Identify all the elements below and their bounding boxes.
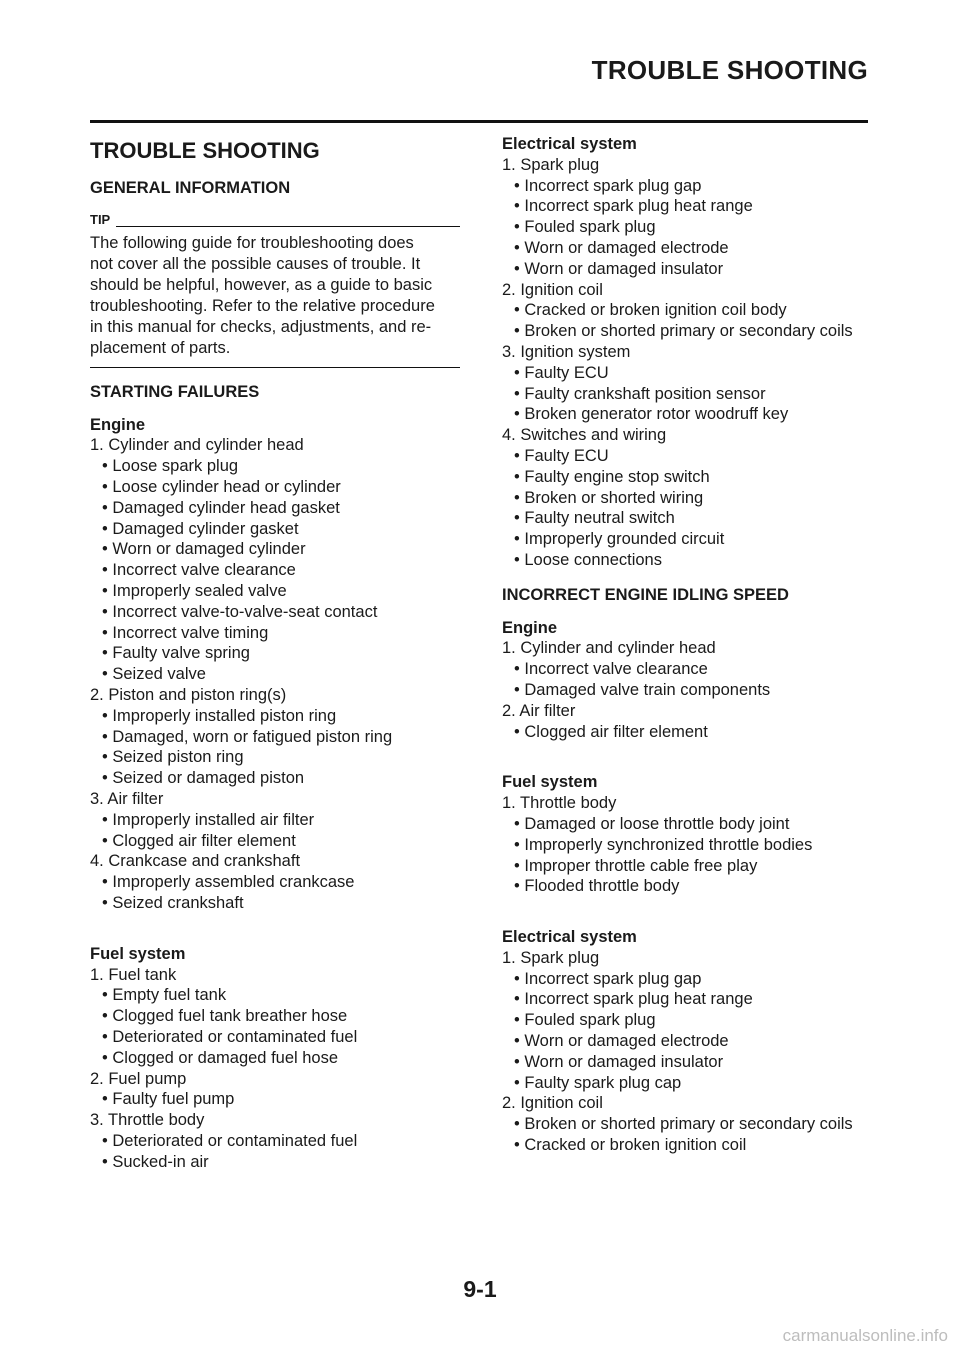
bullet-item: • Flooded throttle body (502, 876, 872, 897)
bullet-item: • Cracked or broken ignition coil (502, 1135, 872, 1156)
bullet-item: • Faulty crankshaft position sensor (502, 384, 872, 405)
numbered-item: 1. Cylinder and cylinder head (90, 436, 304, 455)
bullet-item: • Faulty fuel pump (90, 1089, 460, 1110)
starting-failures-lists (90, 415, 460, 1193)
starting-failures-heading: STARTING FAILURES (90, 382, 260, 401)
bullet-item: • Incorrect valve clearance (90, 560, 460, 581)
bullet-item: • Incorrect valve clearance (502, 659, 872, 680)
bullet-item: • Faulty spark plug cap (502, 1073, 872, 1094)
bullet-item: • Deteriorated or contaminated fuel (90, 1027, 460, 1048)
right-column (502, 134, 872, 1176)
bullet-item: • Worn or damaged electrode (502, 238, 872, 259)
bullet-item: • Improperly grounded circuit (502, 529, 872, 550)
bullet-item: • Incorrect valve-to-valve-seat contact (90, 602, 460, 623)
bullet-item: • Clogged fuel tank breather hose (90, 1006, 460, 1027)
numbered-item: 2. Fuel pump (90, 1069, 187, 1088)
bullet-item: • Improper throttle cable free play (502, 856, 872, 877)
bullet-item: • Clogged air filter element (502, 722, 872, 743)
bullet-item: • Damaged, worn or fatigued piston ring (90, 727, 460, 748)
tip-text (90, 233, 460, 368)
bullet-item: • Damaged or loose throttle body joint (502, 814, 872, 835)
category-heading: Electrical system (502, 928, 637, 947)
numbered-item: 3. Air filter (90, 789, 164, 808)
bullet-item: • Loose spark plug (90, 456, 460, 477)
bullet-item: • Worn or damaged insulator (502, 259, 872, 280)
numbered-item: 4. Crankcase and crankshaft (90, 852, 301, 871)
bullet-item: • Incorrect spark plug heat range (502, 989, 872, 1010)
tip-rule (116, 225, 460, 227)
tip-line: troubleshooting. Refer to the relative procedure (90, 296, 435, 315)
bullet-item: • Worn or damaged electrode (502, 1031, 872, 1052)
bullet-item: • Incorrect valve timing (90, 623, 460, 644)
category-heading: Fuel system (502, 773, 598, 792)
category-heading: Fuel system (90, 944, 186, 963)
numbered-item: 1. Throttle body (502, 794, 617, 813)
bullet-item: • Damaged cylinder head gasket (90, 498, 460, 519)
numbered-item: 1. Cylinder and cylinder head (502, 639, 716, 658)
tip-line: not cover all the possible causes of trouble. It (90, 254, 421, 273)
bullet-item: • Improperly installed piston ring (90, 706, 460, 727)
bullet-item: • Fouled spark plug (502, 1010, 872, 1031)
bullet-item: • Damaged cylinder gasket (90, 519, 460, 540)
bullet-item: • Broken or shorted primary or secondary coils (502, 321, 872, 342)
bullet-item: • Worn or damaged cylinder (90, 539, 460, 560)
bullet-item: • Faulty ECU (502, 363, 872, 384)
numbered-item: 1. Spark plug (502, 948, 600, 967)
idling-speed-lists (502, 618, 872, 1176)
bullet-item: • Improperly synchronized throttle bodies (502, 835, 872, 856)
numbered-item: 2. Ignition coil (502, 1094, 603, 1113)
bullet-item: • Incorrect spark plug gap (502, 969, 872, 990)
numbered-item: 4. Switches and wiring (502, 426, 667, 445)
bullet-item: • Broken generator rotor woodruff key (502, 404, 872, 425)
numbered-item: 2. Air filter (502, 701, 576, 720)
bullet-item: • Sucked-in air (90, 1152, 460, 1173)
bullet-item: • Seized valve (90, 664, 460, 685)
bullet-item: • Broken or shorted wiring (502, 488, 872, 509)
bullet-item: • Clogged or damaged fuel hose (90, 1048, 460, 1069)
bullet-item: • Improperly sealed valve (90, 581, 460, 602)
bullet-item: • Improperly assembled crankcase (90, 872, 460, 893)
numbered-item: 2. Ignition coil (502, 280, 603, 299)
bullet-item: • Worn or damaged insulator (502, 1052, 872, 1073)
bullet-item: • Deteriorated or contaminated fuel (90, 1131, 460, 1152)
bullet-item: • Empty fuel tank (90, 985, 460, 1006)
general-information-heading: GENERAL INFORMATION (90, 179, 291, 197)
section-title: TROUBLE SHOOTING (90, 138, 320, 163)
bullet-item: • Incorrect spark plug gap (502, 176, 872, 197)
page-number: 9-1 (463, 1276, 497, 1302)
bullet-item: • Loose connections (502, 550, 872, 571)
numbered-item: 1. Spark plug (502, 155, 600, 174)
bullet-item: • Seized crankshaft (90, 893, 460, 914)
bullet-item: • Damaged valve train components (502, 680, 872, 701)
bullet-item: • Faulty ECU (502, 446, 872, 467)
bullet-item: • Cracked or broken ignition coil body (502, 300, 872, 321)
bullet-item: • Faulty engine stop switch (502, 467, 872, 488)
bullet-item: • Fouled spark plug (502, 217, 872, 238)
numbered-item: 1. Fuel tank (90, 965, 177, 984)
tip-line: should be helpful, however, as a guide to basic (90, 275, 433, 294)
category-heading: Electrical system (502, 135, 637, 153)
tip-line: The following guide for troubleshooting does (90, 233, 414, 252)
numbered-item: 3. Throttle body (90, 1111, 205, 1130)
category-heading: Engine (90, 415, 146, 434)
bullet-item: • Loose cylinder head or cylinder (90, 477, 460, 498)
tip-row (90, 213, 460, 227)
idling-speed-heading: INCORRECT ENGINE IDLING SPEED (502, 585, 789, 604)
bullet-item: • Faulty valve spring (90, 643, 460, 664)
bullet-item: • Broken or shorted primary or secondary coils (502, 1114, 872, 1135)
bullet-item: • Seized piston ring (90, 747, 460, 768)
numbered-item: 3. Ignition system (502, 342, 631, 361)
tip-label: TIP (90, 211, 111, 227)
category-heading: Engine (502, 618, 558, 637)
bullet-item: • Incorrect spark plug heat range (502, 196, 872, 217)
bullet-item: • Faulty neutral switch (502, 508, 872, 529)
numbered-item: 2. Piston and piston ring(s) (90, 685, 287, 704)
tip-line: in this manual for checks, adjustments, and re- (90, 317, 432, 336)
page-header-title: TROUBLE SHOOTING (591, 55, 868, 85)
bullet-item: • Improperly installed air filter (90, 810, 460, 831)
watermark: carmanualsonline.info (782, 1326, 948, 1345)
header-rule (90, 120, 868, 123)
bullet-item: • Clogged air filter element (90, 831, 460, 852)
tip-line: placement of parts. (90, 338, 231, 357)
left-column (90, 134, 460, 1192)
starting-electrical-list (502, 134, 872, 573)
bullet-item: • Seized or damaged piston (90, 768, 460, 789)
